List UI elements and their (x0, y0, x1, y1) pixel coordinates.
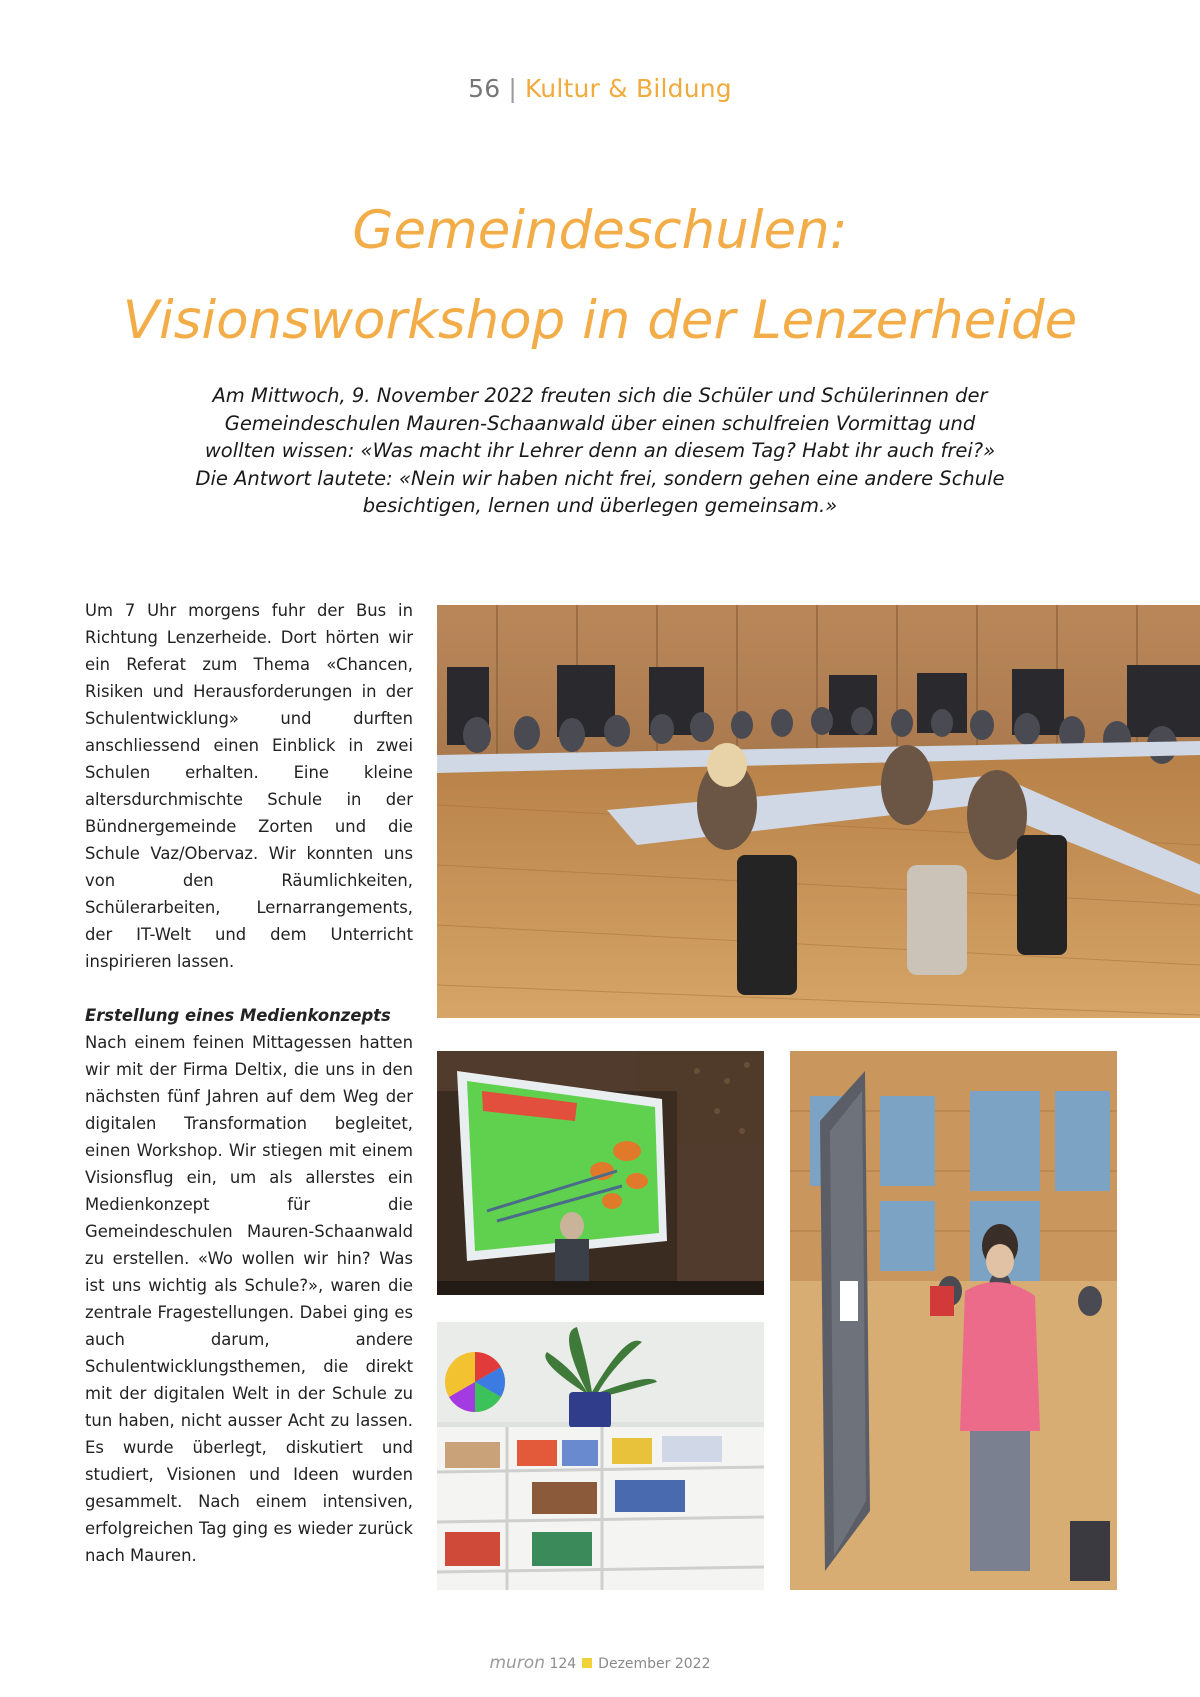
photo-classroom-shelf (437, 1322, 764, 1590)
footer-square-icon (582, 1658, 592, 1668)
article-title (0, 186, 1200, 366)
body-column (85, 597, 413, 1569)
header-separator: | (508, 74, 517, 103)
page-number: 56 (468, 74, 501, 103)
photo-pinboard (790, 1051, 1117, 1590)
page-footer (0, 1653, 1200, 1673)
photo-workshop-hall (437, 605, 1200, 1018)
photo-presentation (437, 1051, 764, 1295)
section-name: Kultur & Bildung (524, 74, 732, 103)
page-header (0, 74, 1200, 103)
subheading: Erstellung eines Medienkonzepts (85, 1006, 391, 1025)
footer-date: Dezember 2022 (598, 1656, 711, 1672)
title-line-1: Gemeindeschulen: (352, 200, 848, 261)
article-intro: Am Mittwoch, 9. November 2022 freuten sich die Schüler und Schülerinnen der Gemeindeschulen Mauren-Schaanwald über einen schulfreien Vormittag und wollten wissen: «Was macht ihr Lehrer denn an diesem Tag? Habt ihr auch frei?» Die Antwort lautete: «Nein wir haben nicht frei, sondern gehen eine andere Schule besichtigen, lernen und überlegen gemeinsam.» (195, 384, 1005, 517)
body-paragraph-2: Nach einem feinen Mittagessen hatten wir mit der Firma Deltix, die uns in den nächsten fünf Jahren auf dem Weg der digitalen Transformation begleitet, einen Workshop. Wir stiegen mit einem Visionsflug ein, um als allerstes ein Medienkonzept für die Gemeindeschulen Mauren-Schaanwald zu erstellen. «Wo wollen wir hin? Was ist uns wichtig als Schule?», waren die zentrale Fragestellungen. Dabei ging es auch darum, andere Schulentwicklungsthemen, die direkt mit der digitalen Welt in der Schule zu tun haben, nicht ausser Acht zu lassen. Es wurde überlegt, diskutiert und studiert, Visionen und Ideen wurden gesammelt. Nach einem intensiven, erfolgreichen Tag ging es wieder zurück nach Mauren. (85, 1033, 413, 1565)
title-line-2: Visionsworkshop in der Lenzerheide (122, 290, 1078, 351)
body-paragraph-1: Um 7 Uhr morgens fuhr der Bus in Richtung Lenzerheide. Dort hörten wir ein Referat zum Thema «Chancen, Risiken und Herausforderungen in der Schulentwicklung» und durften anschliessend einen Einblick in zwei Schulen erhalten. Eine kleine altersdurchmischte Schule in der Bündnergemeinde Zorten und die Schule Vaz/Obervaz. Wir konnten uns von den Räumlichkeiten, Schülerarbeiten, Lernarrangements, der IT-Welt und dem Unterricht inspirieren lassen. (85, 601, 413, 971)
footer-brand: muron (489, 1653, 545, 1673)
footer-issue: 124 (549, 1656, 577, 1672)
